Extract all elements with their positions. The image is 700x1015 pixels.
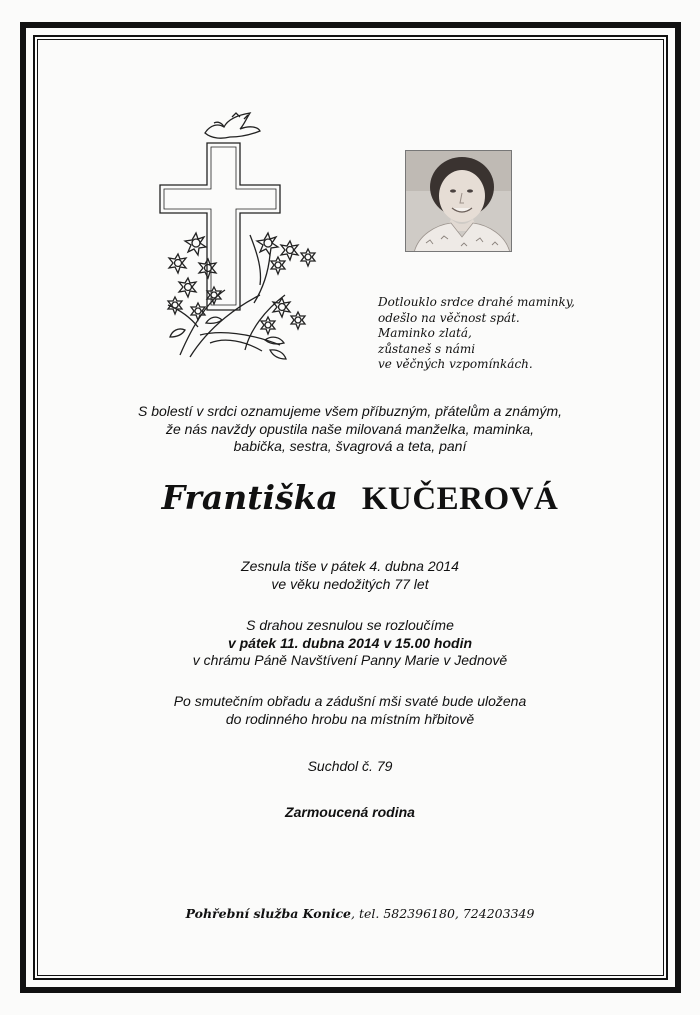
farewell-place: v chrámu Páně Navštívení Panny Marie v Jednově: [192, 652, 508, 668]
announcement: [0, 403, 700, 456]
announcement-line: babička, sestra, švagrová a teta, paní: [233, 438, 467, 454]
announcement-line: S bolestí v srdci oznamujeme všem příbuzným, přátelům a známým,: [137, 403, 563, 419]
burial-line: do rodinného hrobu na místním hřbitově: [225, 710, 475, 727]
farewell-info: [0, 617, 700, 670]
undertaker-info: [0, 906, 700, 921]
surname: KUČEROVÁ: [361, 481, 559, 517]
poem-line: odešlo na věčnost spát.: [378, 310, 520, 325]
portrait-photo: [405, 150, 512, 252]
burial-line: Po smutečním obřadu a zádušní mši svaté bude uložena: [173, 693, 527, 709]
poem-line: ve věčných vzpomínkách.: [378, 357, 533, 371]
signature: Zarmoucená rodina: [285, 804, 415, 820]
portrait-image: [406, 151, 512, 252]
farewell-intro: S drahou zesnulou se rozloučíme: [246, 617, 454, 633]
death-line: Zesnula tiše v pátek 4. dubna 2014: [241, 558, 459, 574]
undertaker-contact: , tel. 582396180, 724203349: [351, 906, 535, 921]
death-info: [0, 558, 700, 593]
family-address: Suchdol č. 79: [307, 758, 393, 774]
deceased-name: [0, 478, 700, 518]
poem-line: zůstaneš s námi: [378, 341, 476, 356]
first-name: Františka: [161, 478, 338, 517]
announcement-line: že nás navždy opustila naše milovaná manželka, maminka,: [165, 420, 535, 437]
poem-line: Maminko zlatá,: [378, 326, 472, 340]
undertaker-name: Pohřební služba Konice: [185, 906, 352, 921]
burial-info: [0, 693, 700, 728]
cross-with-dove-icon: [150, 105, 325, 365]
death-line: ve věku nedožitých 77 let: [271, 575, 429, 592]
farewell-datetime: v pátek 11. dubna 2014 v 15.00 hodin: [227, 634, 473, 651]
poem: [378, 295, 638, 373]
poem-line: Dotlouklo srdce drahé maminky,: [378, 295, 575, 309]
